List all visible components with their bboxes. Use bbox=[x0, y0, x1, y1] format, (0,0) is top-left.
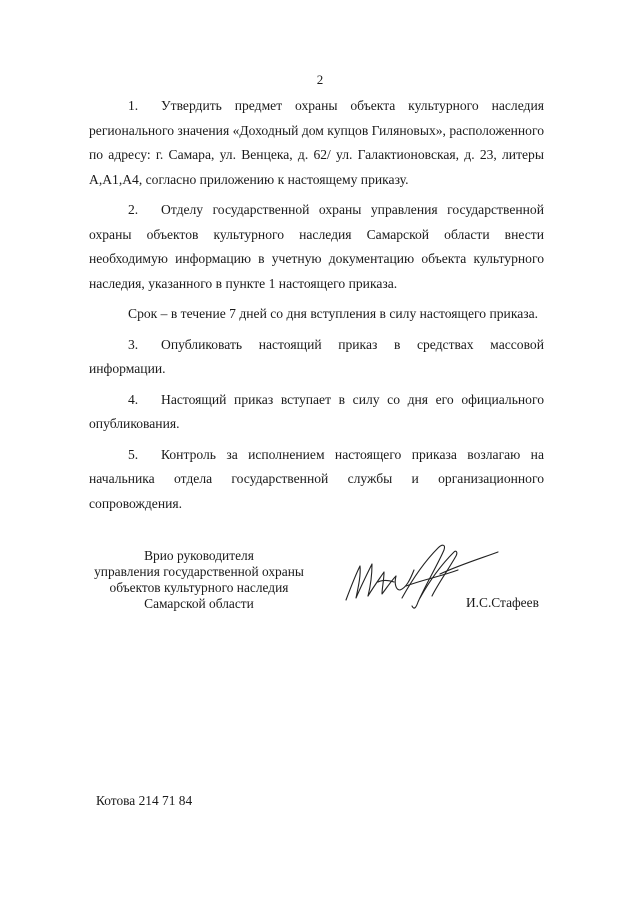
signatory-position bbox=[89, 548, 309, 612]
position-line: управления государственной охраны bbox=[94, 564, 304, 579]
executor-contact: Котова 214 71 84 bbox=[96, 793, 193, 808]
paragraph-text: Контроль за исполнением настоящего приказа возлагаю на начальника отдела государственной службы и организационного сопровождения. bbox=[89, 446, 544, 511]
paragraph-text: Срок – в течение 7 дней со дня вступления в силу настоящего приказа. bbox=[128, 306, 539, 321]
paragraph-1 bbox=[89, 94, 544, 192]
paragraph-number: 2. bbox=[128, 202, 139, 217]
page-number: 2 bbox=[316, 72, 324, 87]
paragraph-text: Отделу государственной охраны управления государственной охраны объектов культурного наследия Самарской области внести необходимую информацию в учетную документацию объекта культурного наследия, указанного в пункте 1 настоящего приказа. bbox=[89, 202, 544, 291]
paragraph-2 bbox=[89, 198, 544, 296]
paragraph-number: 5. bbox=[128, 446, 139, 462]
paragraph-number: 1. bbox=[128, 98, 139, 113]
paragraph-text: Опубликовать настоящий приказ в средствах массовой информации. bbox=[89, 336, 544, 376]
document-body bbox=[89, 94, 544, 522]
position-line: Врио руководителя bbox=[144, 548, 254, 563]
paragraph-5 bbox=[89, 443, 544, 517]
paragraph-deadline bbox=[89, 302, 544, 327]
paragraph-4 bbox=[89, 388, 544, 437]
paragraph-3 bbox=[89, 333, 544, 382]
position-line: объектов культурного наследия bbox=[109, 580, 289, 595]
signatory-name: И.С.Стафеев bbox=[466, 595, 539, 610]
paragraph-number: 3. bbox=[128, 336, 139, 352]
paragraph-text: Настоящий приказ вступает в силу со дня его официального опубликования. bbox=[89, 391, 544, 431]
position-line: Самарской области bbox=[144, 596, 254, 611]
paragraph-number: 4. bbox=[128, 391, 139, 407]
paragraph-text: Утвердить предмет охраны объекта культурного наследия регионального значения «Доходный дом купцов Гиляновых», расположенного по адресу: г. Самара, ул. Венцека, д. 62/ ул. Галактионовская, д. 23, литеры А,А1,А4, согласно приложению к настоящему приказу. bbox=[89, 98, 544, 187]
